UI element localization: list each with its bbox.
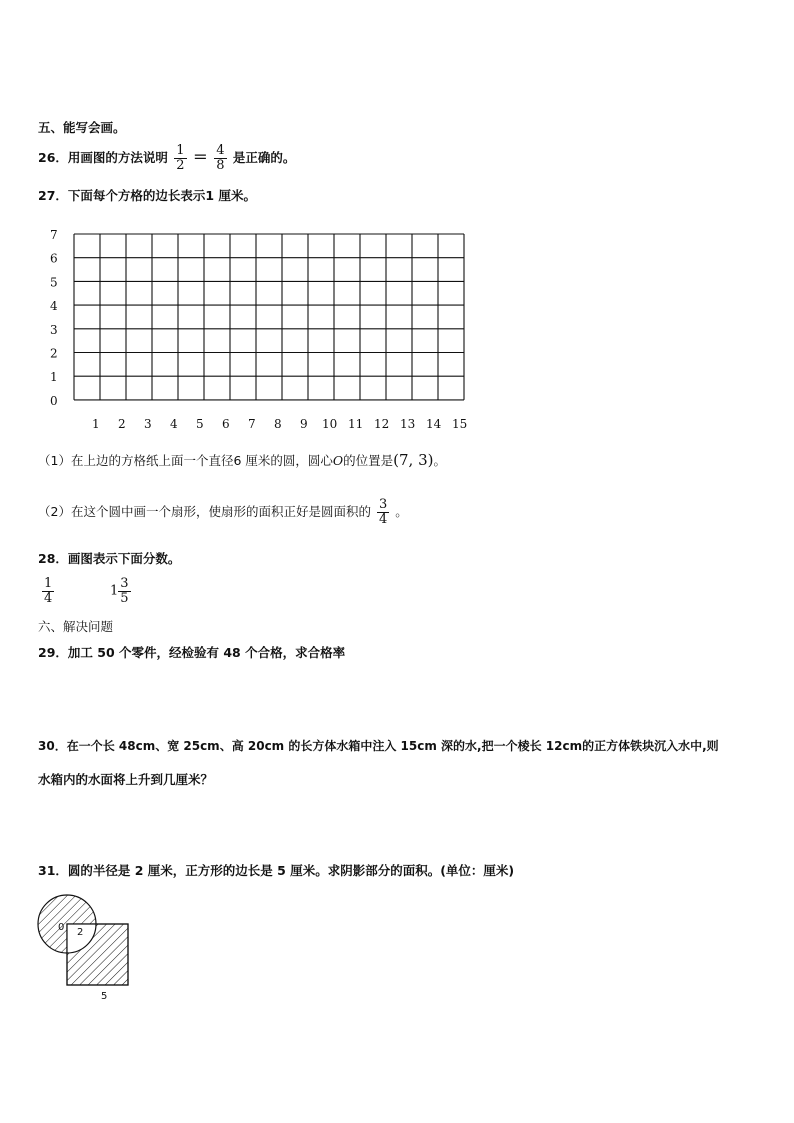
- q27-sub1-mid: 的位置是: [343, 453, 394, 468]
- question-27: 27．下面每个方格的边长表示1 厘米。: [38, 188, 256, 203]
- center-label: 0: [58, 922, 65, 933]
- question-31: 31．圆的半径是 2 厘米，正方形的边长是 5 厘米。求阴影部分的面积。(单位：厘米): [38, 863, 515, 878]
- q27-sub2-prefix: （2）在这个圆中画一个扇形，使扇形的面积正好是圆面积的: [38, 504, 371, 519]
- grid-y-tick-label: 0: [50, 393, 58, 408]
- grid-x-tick-label: 1: [92, 416, 100, 428]
- grid-y-tick-label: 4: [50, 299, 58, 314]
- grid-x-tick-label: 11: [348, 416, 364, 428]
- grid-x-tick-label: 12: [374, 416, 390, 428]
- fraction-denominator: 4: [378, 512, 388, 527]
- grid-y-tick-label: 3: [50, 322, 58, 337]
- q27-sub1-prefix: （1）在上边的方格纸上面一个直径6 厘米的圆，圆心: [38, 453, 333, 468]
- fraction-numerator: 1: [44, 576, 53, 591]
- fraction-3-4: [377, 498, 389, 527]
- mixed-number-wrap: [110, 577, 133, 606]
- grid-x-tick-label: 5: [196, 416, 204, 428]
- fraction-numerator: 1: [176, 143, 185, 158]
- grid-x-tick-label: 10: [322, 416, 338, 428]
- grid-x-tick-label: 8: [274, 416, 282, 428]
- section-6-title: 六、解决问题: [38, 619, 114, 634]
- fraction-3-5: [118, 577, 130, 606]
- grid-y-tick-label: 5: [50, 275, 58, 290]
- grid-x-tick-label: 13: [400, 416, 416, 428]
- grid-x-tick-label: 15: [452, 416, 468, 428]
- radius-label: 2: [77, 927, 84, 938]
- q27-sub2-suffix: 。: [395, 504, 408, 519]
- fraction-denominator: 4: [44, 591, 53, 606]
- grid-x-tick-label: 7: [248, 416, 256, 428]
- section-5-title: 五、能写会画。: [38, 120, 126, 135]
- grid-y-tick-label: 1: [50, 370, 58, 385]
- grid-x-tick-label: 14: [426, 416, 442, 428]
- side-label: 5: [101, 991, 108, 1002]
- grid-x-tick-label: 4: [170, 416, 178, 428]
- fraction-denominator: 5: [120, 591, 129, 606]
- equals-sign: ＝: [192, 148, 208, 166]
- q26-suffix: 是正确的。: [232, 150, 296, 165]
- circle-square-figure: [34, 886, 144, 1006]
- grid-paper[interactable]: [40, 222, 480, 428]
- q27-sub2: [38, 498, 408, 527]
- fraction-1-4-wrap: [40, 577, 56, 606]
- grid-x-tick-label: 2: [118, 416, 126, 428]
- center-coordinate: (7, 3): [393, 451, 434, 469]
- q26-prefix: 26．用画图的方法说明: [38, 150, 168, 165]
- grid-x-tick-label: 9: [300, 416, 308, 428]
- fraction-denominator: 2: [176, 158, 185, 173]
- fraction-1-2: [174, 144, 186, 173]
- grid-y-tick-label: 6: [50, 251, 58, 266]
- fraction-numerator: 3: [120, 576, 129, 591]
- fraction-numerator: 3: [378, 497, 388, 512]
- mixed-whole: 1: [110, 583, 119, 599]
- fraction-4-8: [214, 144, 226, 173]
- fraction-denominator: 8: [216, 158, 225, 173]
- grid-x-tick-label: 3: [144, 416, 152, 428]
- question-30-line-2: 水箱内的水面将上升到几厘米？: [38, 772, 214, 787]
- grid-x-labels: [92, 417, 467, 428]
- q27-sub1-suffix: 。: [433, 453, 446, 468]
- grid-y-tick-label: 7: [50, 228, 58, 242]
- grid-x-tick-label: 6: [222, 416, 230, 428]
- fraction-1-4: [42, 577, 54, 606]
- question-28: 28．画图表示下面分数。: [38, 551, 181, 566]
- center-variable: O: [332, 453, 344, 468]
- grid-y-labels: [50, 228, 58, 408]
- q27-sub1: [38, 452, 446, 469]
- question-29: 29．加工 50 个零件，经检验有 48 个合格，求合格率: [38, 645, 346, 660]
- grid-y-tick-label: 2: [50, 346, 58, 361]
- question-26: [38, 144, 295, 173]
- fraction-numerator: 4: [216, 143, 225, 158]
- question-30-line-1: 30．在一个长 48cm、宽 25cm、高 20cm 的长方体水箱中注入 15cm 深的水,把一个棱长 12cm的正方体铁块沉入水中,则: [38, 739, 719, 753]
- grid-lines: [74, 234, 464, 400]
